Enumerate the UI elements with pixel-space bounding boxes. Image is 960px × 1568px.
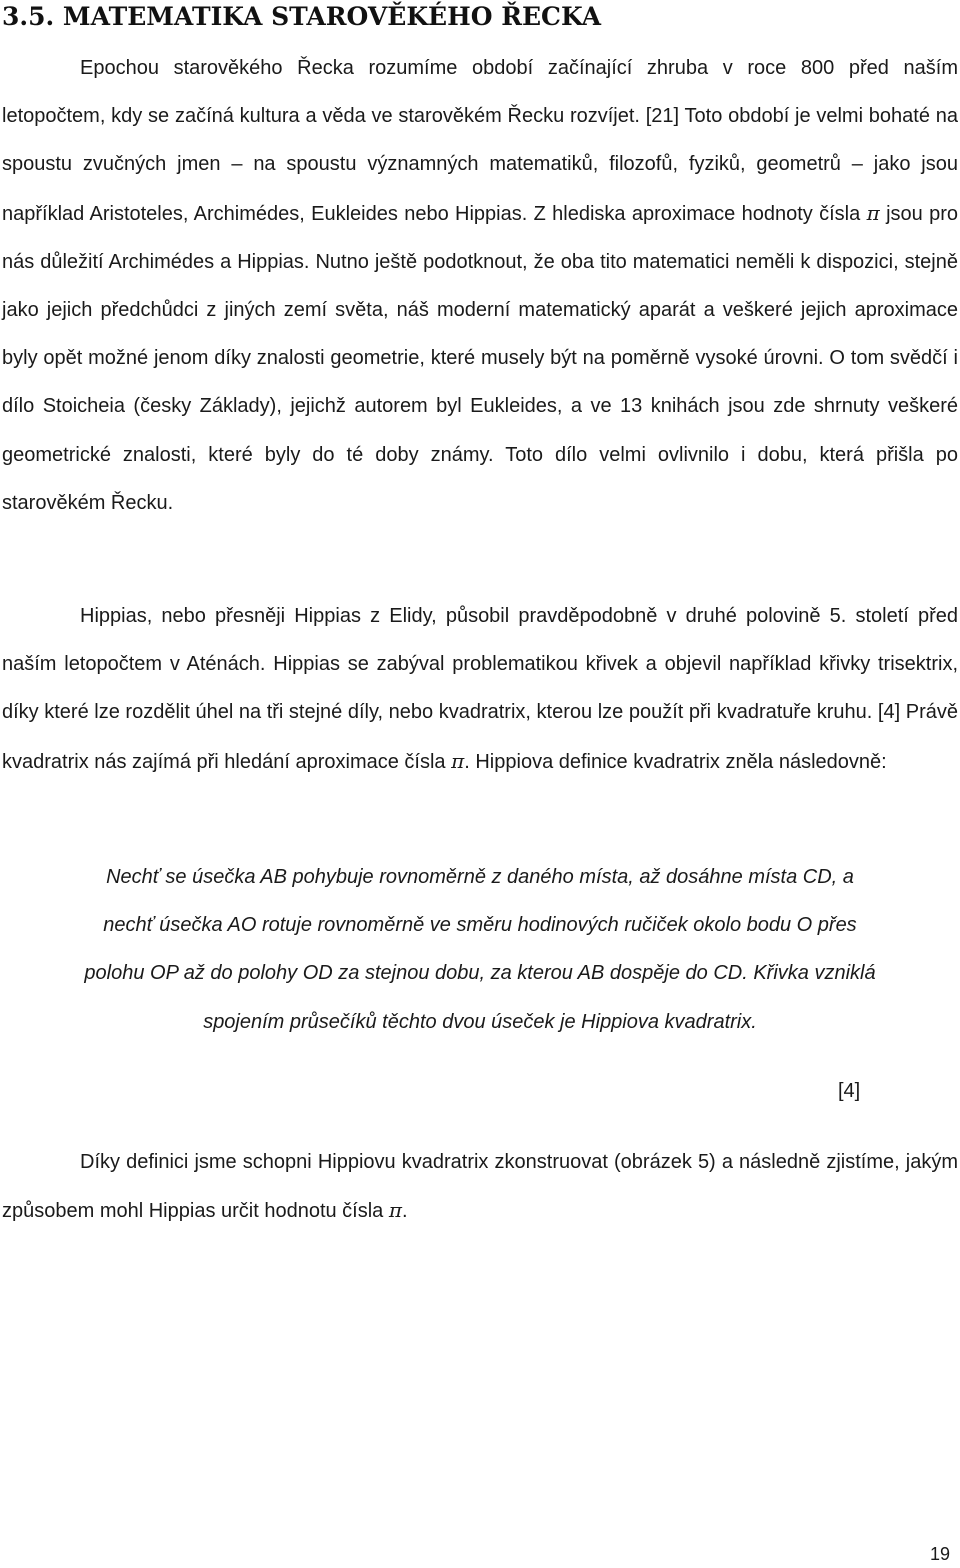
paragraph-greek-epoch xyxy=(2,44,958,527)
paragraph-construction xyxy=(2,1138,958,1235)
paragraph-text: . xyxy=(402,1200,408,1223)
page-number: 19 xyxy=(930,1544,951,1564)
paragraph-text: Epochou starověkého Řecka rozumíme období začínající zhruba v roce 800 před naším letopočtem, kdy se začíná kultura a věda ve starověkém Řecku rozvíjet. [21] Toto období je velmi bohaté na spoustu zvučných jmen – na spoustu významných matematiků, filozofů, fyziků, geometrů – jako jsou například Aristoteles, Archimédes, Eukleides nebo Hippias. Z hlediska aproximace hodnoty čísla xyxy=(2,57,958,225)
definition-citation: [4] xyxy=(838,1080,861,1102)
quadratrix-definition xyxy=(0,853,960,1046)
paragraph-text: Díky definici jsme schopni Hippiovu kvadratrix zkonstruovat (obrázek 5) a následně zjistíme, jakým způsobem mohl Hippias určit hodnotu čísla xyxy=(2,1151,958,1223)
pi-symbol: π xyxy=(866,200,880,225)
paragraph-text: . Hippiova definice kvadratrix zněla následovně: xyxy=(464,750,887,773)
definition-line: nechť úsečka AO rotuje rovnoměrně ve směru hodinových ručiček okolo bodu O přes xyxy=(103,914,857,937)
pi-symbol: π xyxy=(451,748,465,773)
definition-line: Nechť se úsečka AB pohybuje rovnoměrně z daného místa, až dosáhne místa CD, a xyxy=(106,866,854,888)
paragraph-hippias xyxy=(2,592,958,786)
pi-symbol: π xyxy=(388,1198,403,1223)
definition-line: spojením průsečíků těchto dvou úseček je Hippiova kvadratrix. xyxy=(203,1010,757,1033)
paragraph-text: jsou pro nás důležití Archimédes a Hippias. Nutno ještě podotknout, že oba tito matematici neměli k dispozici, stejně jako jejich předchůdci z jiných zemí světa, náš moderní matematický aparát a veškeré jejich aproximace byly opět možné jenom díky znalosti geometrie, které musely být na poměrně vysoké úrovni. O tom svědčí i dílo Stoicheia (česky Základy), jejichž autorem byl Eukleides, a ve 13 knihách jsou zde shrnuty veškeré geometrické znalosti, které byly do té doby známy. Toto dílo velmi ovlivnilo i dobu, která přišla po starověkém Řecku. xyxy=(2,202,959,514)
paragraph-text: Hippias, nebo přesněji Hippias z Elidy, působil pravděpodobně v druhé polovině 5. století před naším letopočtem v Aténách. Hippias se zabýval problematikou křivek a objevil například křivky trisektrix, díky které lze rozdělit úhel na tři stejné díly, nebo kvadratrix, kterou lze použít při kvadratuře kruhu. [4] Právě kvadratrix nás zajímá při hledání aproximace čísla xyxy=(2,605,958,773)
definition-line: polohu OP až do polohy OD za stejnou dobu, za kterou AB dospěje do CD. Křivka vzniklá xyxy=(84,962,876,985)
section-heading: 3.5. MATEMATIKA STAROVĚKÉHO ŘECKA xyxy=(2,2,602,31)
